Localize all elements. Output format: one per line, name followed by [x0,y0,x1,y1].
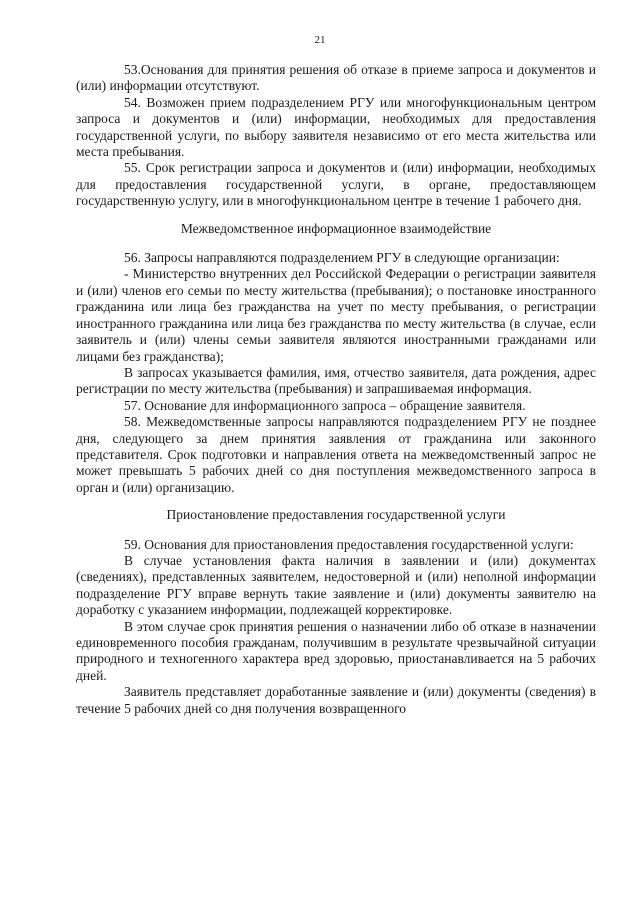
paragraph-54: 54. Возможен прием подразделением РГУ или многофункциональным центром запроса и документов и (или) информации, необходимых для предоставления государственной услуги, по выбору заявителя независимо от его места жительства или места пребывания. [76,94,596,160]
paragraph-56-mvd-item: - Министерство внутренних дел Российской Федерации о регистрации заявителя и (или) членов его семьи по месту жительства (пребывания); о постановке иностранного гражданина или лица без гражданства на учет по месту пребывания, о регистрации иностранного гражданина или лица без гражданства по месту жительства (в случае, если заявитель и (или) члены семьи заявителя являются иностранными гражданами или лицами без гражданства); [76,266,596,364]
paragraph-59-resubmission: Заявитель представляет доработанные заявление и (или) документы (сведения) в течение 5 рабочих дней со дня получения возвращенного [76,684,596,716]
paragraph-58: 58. Межведомственные запросы направляются подразделением РГУ не позднее дня, следующего за днем принятия заявления от гражданина или законного представителя. Срок подготовки и направления ответа на межведомственный запрос не может превышать 5 рабочих дней со дня поступления межведомственного запроса в орган и (или) организацию. [76,414,596,495]
document-body [76,62,596,717]
paragraph-59-return-case: В случае установления факта наличия в заявлении и (или) документах (сведениях), представленных заявителем, недостоверной и (или) неполной информации подразделение РГУ вправе вернуть такие заявление и (или) документы заявителю на доработку с указанием информации, подлежащей корректировке. [76,552,596,618]
paragraph-57: 57. Основание для информационного запроса – обращение заявителя. [124,397,526,413]
paragraph-56: 56. Запросы направляются подразделением РГУ в следующие организации: [124,250,560,266]
page-number: 21 [314,34,326,46]
paragraph-56-request-contents: В запросах указывается фамилия, имя, отчество заявителя, дата рождения, адрес регистрации по месту жительства (пребывания) и запрашиваемая информация. [76,364,596,397]
section-heading-suspension: Приостановление предоставления государственной услуги [166,507,506,523]
paragraph-59: 59. Основания для приостановления предоставления государственной услуги: [124,536,574,552]
paragraph-53: 53.Основания для принятия решения об отказе в приеме запроса и документов и (или) информации отсутствуют. [76,62,596,94]
paragraph-55: 55. Срок регистрации запроса и документов и (или) информации, необходимых для предоставления государственной услуги, в органе, предоставляющем государственную услугу, или в многофункциональном центре в течение 1 рабочего дня. [76,160,596,209]
paragraph-59-term-suspension: В этом случае срок принятия решения о назначении либо об отказе в назначении единовременного пособия гражданам, получившим в результате чрезвычайной ситуации природного и техногенного характера вред здоровью, приостанавливается на 5 рабочих дней. [76,618,596,683]
section-heading-interagency: Межведомственное информационное взаимодействие [180,220,492,236]
